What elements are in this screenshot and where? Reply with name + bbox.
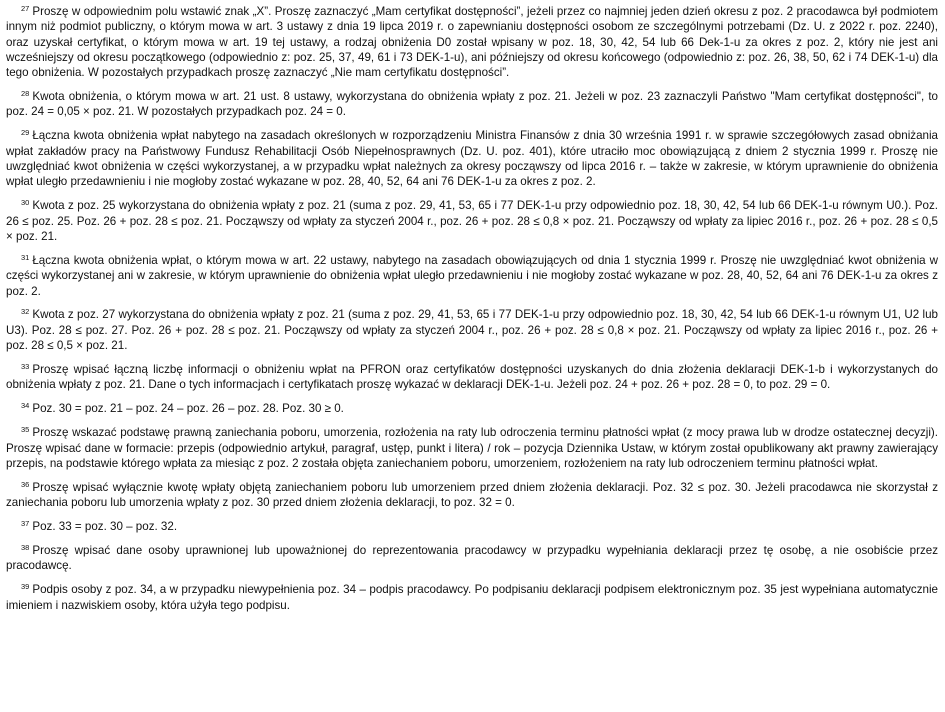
footnote-37 bbox=[6, 519, 938, 534]
footnote-30 bbox=[6, 198, 938, 244]
footnote-29 bbox=[6, 128, 938, 189]
footnote-34 bbox=[6, 401, 938, 416]
footnote-text: Proszę w odpowiednim polu wstawić znak „X”. Proszę zaznaczyć „Mam certyfikat dostępności”, jeżeli przez co najmniej jeden dzień okresu z poz. 2 pracodawca był podmiotem innym niż podmiot publiczny, o którym mowa w art. 3 ustawy z dnia 19 lipca 2019 r. o zapewnianiu dostępności osobom ze szczególnymi potrzebami (Dz. U. z 2022 r. poz. 2240), oraz uzyskał certyfikat, o którym mowa w art. 19 tej ustawy, a rodzaj obniżenia D0 został wpisany w poz. 18, 30, 42, 54 lub 66 Dek-1-u za okres z poz. 2, który nie jest ani wcześniejszy od okresu początkowego (odpowiednio z: poz. 25, 37, 49, 61 i 73 DEK-1-u), ani późniejszy od okresu końcowego (odpowiednio z: poz. 26, 38, 50, 62 i 74 DEK-1-u) dla tego obniżenia. W pozostałych przypadkach proszę zaznaczyć „Nie mam certyfikatu dostępności”. bbox=[6, 5, 938, 80]
footnote-number: 35 bbox=[21, 425, 30, 435]
footnote-text: Proszę wpisać łączną liczbę informacji o obniżeniu wpłat na PFRON oraz certyfikatów dostępności uzyskanych do dnia złożenia deklaracji DEK-1-b i wykorzystanych do obniżenia wpłaty z poz. 21. Dane o tych informacjach i certyfikatach proszę wykazać w deklaracji DEK-1-u. Jeżeli poz. 24 + poz. 26 + poz. 28 = 0, to poz. 29 = 0. bbox=[6, 363, 938, 392]
footnote-number: 34 bbox=[21, 401, 30, 411]
footnote-number: 37 bbox=[21, 519, 30, 529]
footnote-number: 31 bbox=[21, 252, 30, 262]
footnote-number: 33 bbox=[21, 362, 30, 372]
footnote-38 bbox=[6, 543, 938, 574]
footnote-number: 29 bbox=[21, 128, 30, 138]
footnote-number: 27 bbox=[21, 4, 30, 13]
footnote-number: 32 bbox=[21, 307, 30, 317]
footnote-text: Kwota z poz. 25 wykorzystana do obniżenia wpłaty z poz. 21 (suma z poz. 29, 41, 53, 65 i 77 DEK-1-u przy odpowiednio poz. 18, 30, 42, 54 lub 66 DEK-1-u równym U0.). Poz. 26 ≤ poz. 25. Poz. 26 + poz. 28 ≤ poz. 21. Począwszy od wpłaty za styczeń 2004 r., poz. 26 + poz. 28 ≤ 0,8 × poz. 21. Począwszy od wpłaty za lipiec 2016 r., poz. 26 + poz. 28 ≤ 0,5 × poz. 21. bbox=[6, 199, 938, 243]
footnote-text: Proszę wpisać wyłącznie kwotę wpłaty objętą zaniechaniem poboru lub umorzeniem przed dniem złożenia deklaracji. Poz. 32 ≤ poz. 30. Jeżeli pracodawca nie skorzystał z zaniechania poboru lub umorzenia wpłaty z poz. 30 przed dniem złożenia deklaracji, to poz. 32 = 0. bbox=[6, 480, 938, 510]
footnote-text: Proszę wpisać dane osoby uprawnionej lub upoważnionej do reprezentowania pracodawcy w przypadku wypełniania deklaracji przez tę osobę, a nie osobiście przez pracodawcę. bbox=[6, 544, 938, 573]
footnote-text: Poz. 30 = poz. 21 – poz. 24 – poz. 26 – poz. 28. Poz. 30 ≥ 0. bbox=[32, 402, 344, 416]
footnote-text: Łączna kwota obniżenia wpłat, o którym mowa w art. 22 ustawy, nabytego na zasadach obowiązujących od dnia 1 stycznia 1999 r. Proszę nie uwzględniać kwot obniżenia w części wykorzystanej ani w zakresie, w którym uprawnienie do obniżenia wpłat uległo przedawnieniu i nie mogłoby zostać wykazane w poz. 28, 40, 52, 64 ani 76 DEK-1-u za okres z poz. 2. bbox=[6, 253, 938, 298]
footnote-number: 28 bbox=[21, 89, 30, 99]
footnote-text: Podpis osoby z poz. 34, a w przypadku niewypełnienia poz. 34 – podpis pracodawcy. Po podpisaniu deklaracji podpisem elektronicznym poz. 35 jest wypełniana automatycznie imieniem i nazwiskiem osoby, która użyła tego podpisu. bbox=[6, 583, 938, 612]
footnote-number: 38 bbox=[21, 543, 30, 553]
footnote-27 bbox=[6, 4, 938, 80]
footnote-text: Proszę wskazać podstawę prawną zaniechania poboru, umorzenia, rozłożenia na raty lub odroczenia terminu płatności wpłat (z mocy prawa lub w drodze ostatecznej decyzji). Proszę wpisać dane w formacie: przepis (odpowiednio artykuł, paragraf, ustęp, punkt i litera) / rok – pozycja Dziennika Ustaw, w którym został opublikowany akt prawny zawierający przepis, na podstawie którego wpłata za miesiąc z poz. 2 została objęta zaniechaniem poboru, umorzeniem, rozłożeniem na raty lub odroczeniem terminu płatności wpłat. bbox=[6, 426, 938, 470]
footnote-39 bbox=[6, 582, 938, 613]
footnote-text: Łączna kwota obniżenia wpłat nabytego na zasadach określonych w rozporządzeniu Ministra Finansów z dnia 30 września 1991 r. w sprawie szczegółowych zasad obniżania wpłat zakładów pracy na Państwowy Fundusz Rehabilitacji Osób Niepełnosprawnych (Dz. U. poz. 401), które utraciło moc obowiązującą z dniem 2 stycznia 1999 r. Proszę nie uwzględniać kwot obniżenia w części wykorzystanej, a w przypadku wpłat należnych za okresy począwszy od lipca 2016 r. – także w zakresie, w którym uprawnienie do obniżenia wpłat uległo przedawnieniu i nie mogłoby zostać wykazane w poz. 28, 40, 52, 64 ani 76 DEK-1-u za okres z poz. 2. bbox=[6, 129, 938, 189]
footnote-31 bbox=[6, 253, 938, 299]
footnote-number: 36 bbox=[21, 479, 30, 489]
footnote-text: Kwota obniżenia, o którym mowa w art. 21 ust. 8 ustawy, wykorzystana do obniżenia wpłaty z poz. 21. Jeżeli w poz. 23 zaznaczyli Państwo "Mam certyfikat dostępności", to poz. 24 = 0,05 × poz. 21. W pozostałych przypadkach poz. 24 = 0. bbox=[6, 90, 938, 119]
footnote-text: Kwota z poz. 27 wykorzystana do obniżenia wpłaty z poz. 21 (suma z poz. 29, 41, 53, 65 i 77 DEK-1-u przy odpowiednio poz. 18, 30, 42, 54 lub 66 DEK-1-u równym U1, U2 lub U3). Poz. 28 ≤ poz. 27. Poz. 26 + poz. 28 ≤ poz. 21. Począwszy od wpłaty za styczeń 2004 r., poz. 26 + poz. 28 ≤ 0,8 × poz. 21. Począwszy od wpłaty za lipiec 2016 r., poz. 26 + poz. 28 ≤ 0,5 × poz. 21. bbox=[6, 308, 938, 353]
footnote-28 bbox=[6, 89, 938, 120]
footnote-number: 30 bbox=[21, 198, 30, 208]
footnote-number: 39 bbox=[21, 582, 30, 592]
footnote-35 bbox=[6, 425, 938, 471]
footnote-text: Poz. 33 = poz. 30 – poz. 32. bbox=[32, 520, 178, 534]
footnote-32 bbox=[6, 307, 938, 353]
footnote-36 bbox=[6, 480, 938, 511]
footnote-33 bbox=[6, 362, 938, 393]
